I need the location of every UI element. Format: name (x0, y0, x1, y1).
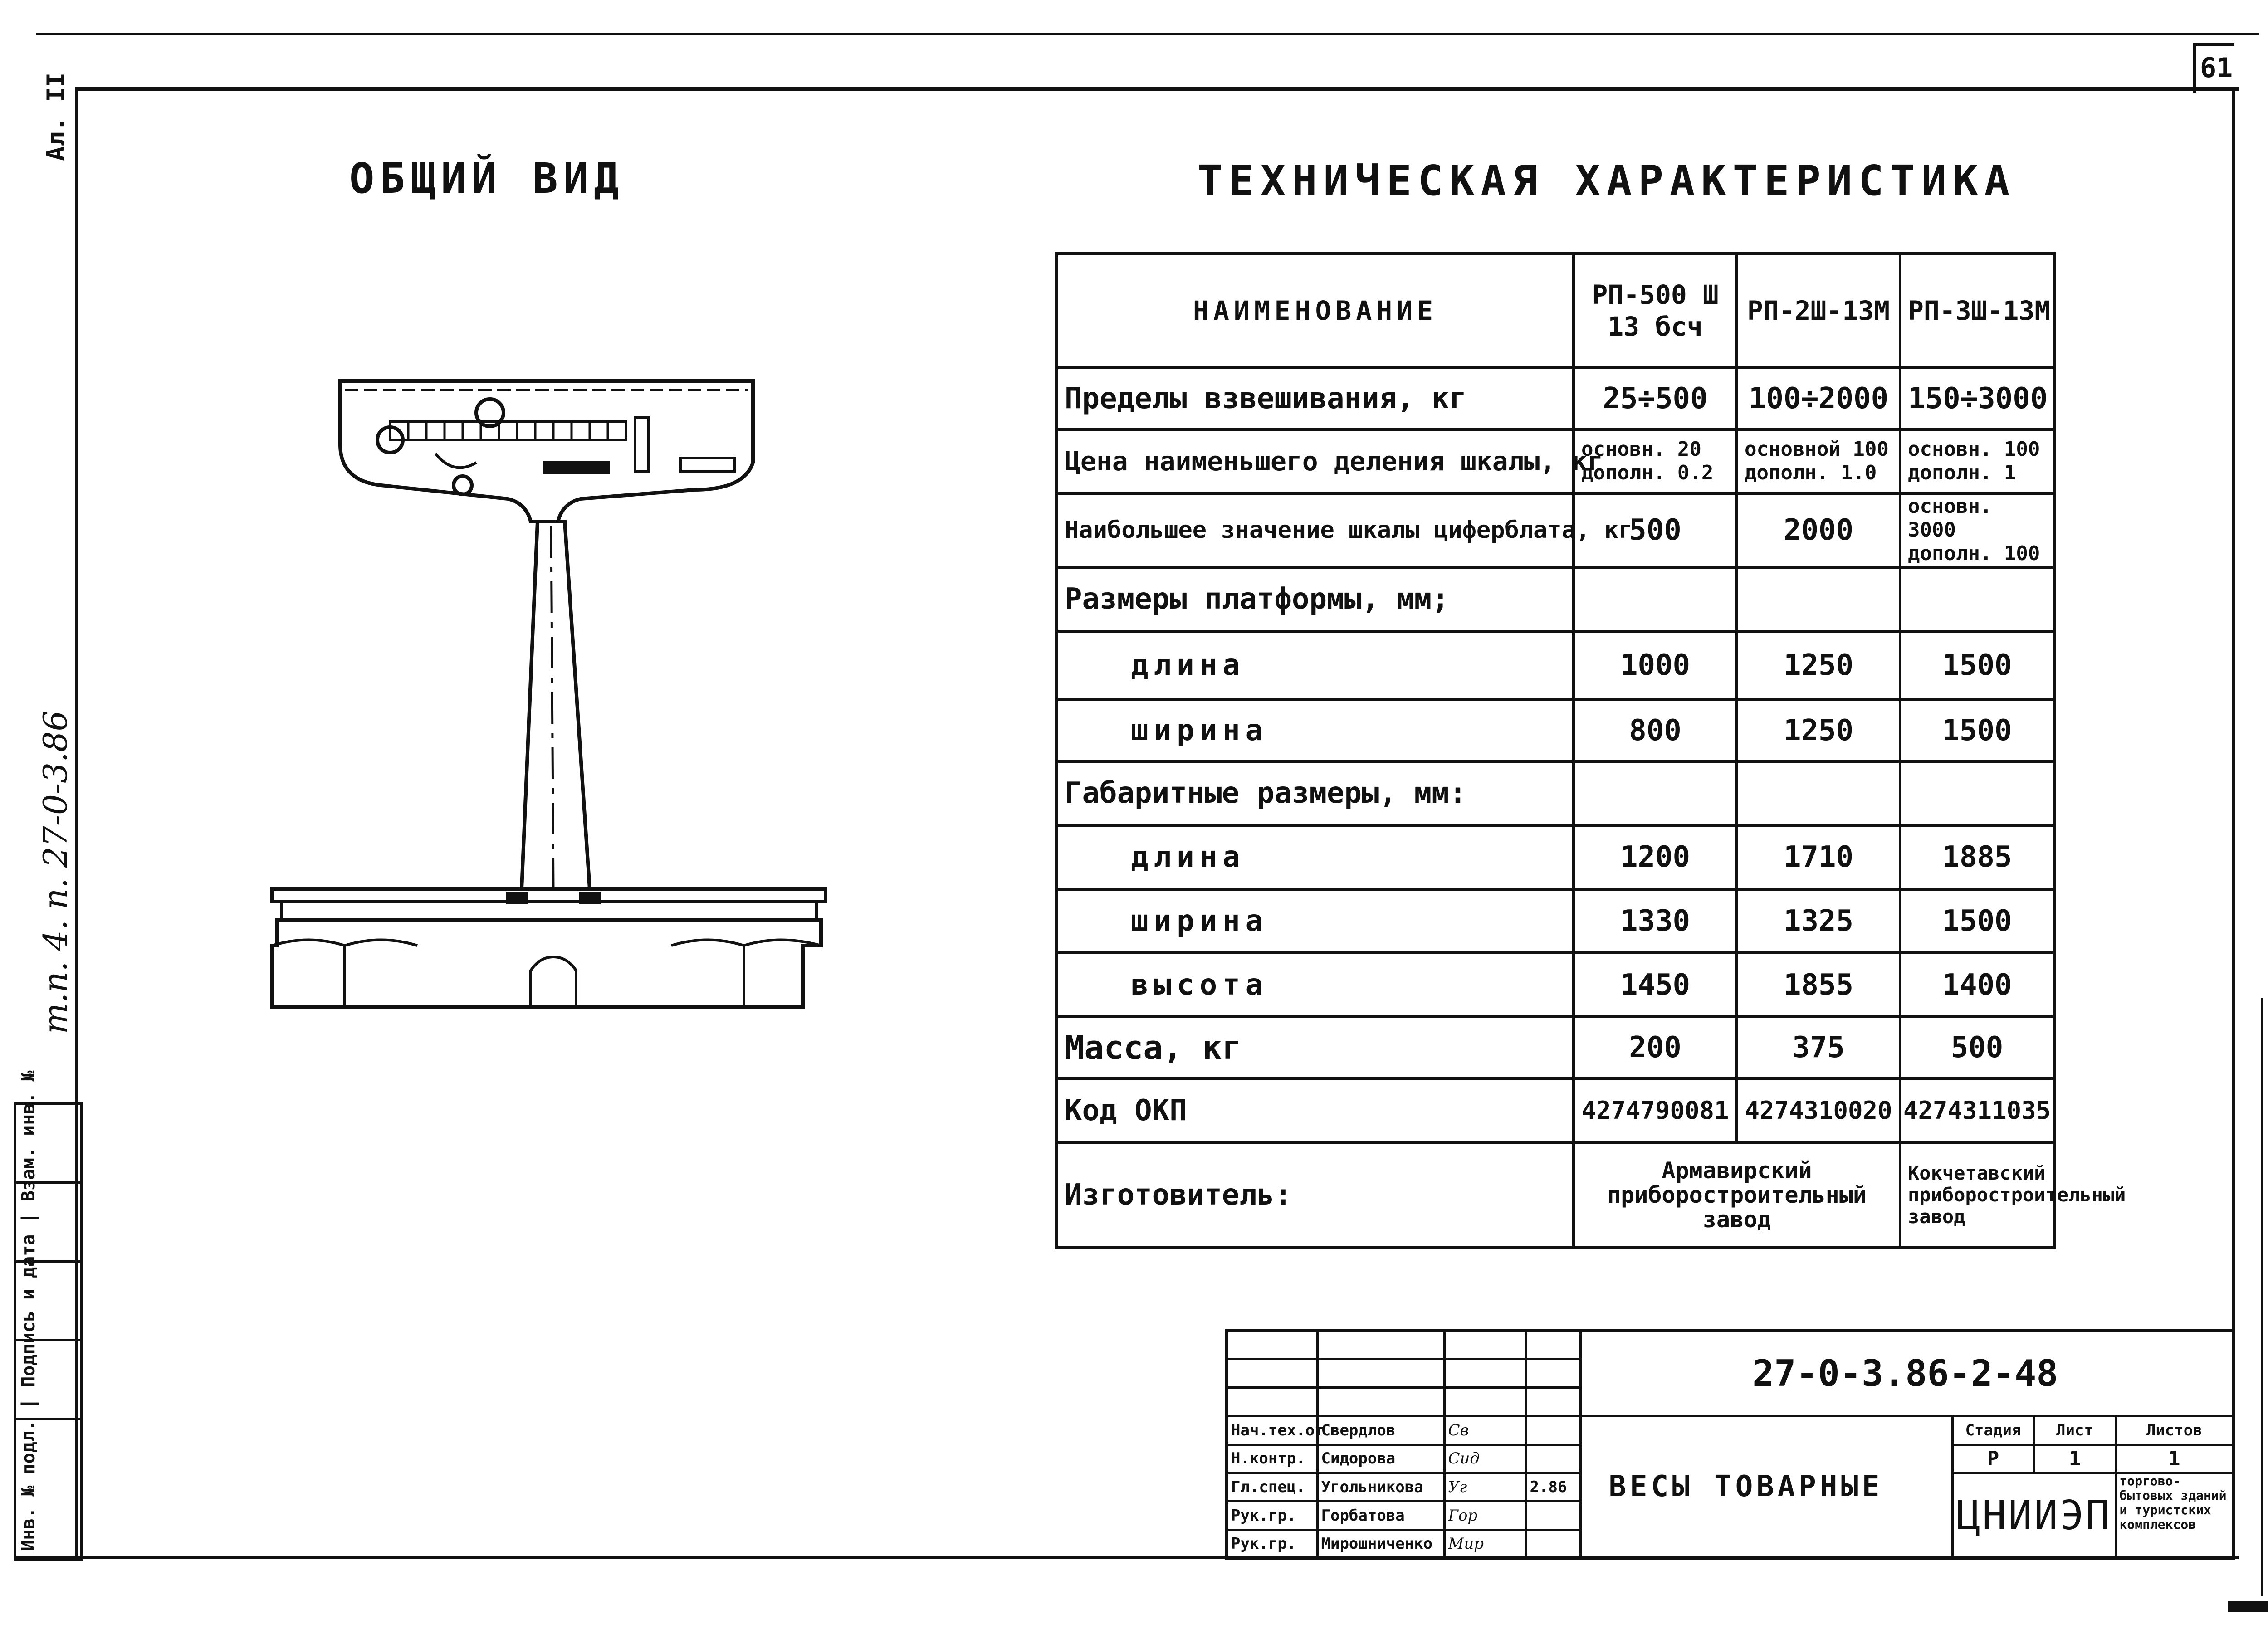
tb-empty (1227, 1388, 1317, 1416)
cell (1900, 761, 2054, 825)
maker-kokchetav: Кокчетавский приборостроительный завод (1900, 1142, 2054, 1248)
spec-head-name: НАИМЕНОВАНИЕ (1056, 254, 1574, 368)
signer-role: Рук.гр. (1227, 1502, 1317, 1530)
doc-code: 27-0-3.86-2-48 (1580, 1331, 2234, 1416)
cell (1737, 761, 1900, 825)
sheet-label: Лист (2034, 1416, 2116, 1444)
table-row (1056, 368, 2054, 429)
cell: 1710 (1737, 825, 1900, 889)
tb-empty (1317, 1359, 1444, 1388)
cell: 1500 (1900, 889, 2054, 953)
table-row (1056, 1017, 2054, 1078)
tb-empty (1444, 1331, 1526, 1359)
cell: 2000 (1737, 493, 1900, 567)
left-stamp-text: Инв. № подл. | Подпись и дата | Взам. инв. № (18, 1070, 39, 1551)
row-name: Размеры платформы, мм; (1056, 567, 1574, 631)
tb-empty (1526, 1502, 1580, 1530)
tb-empty (1526, 1444, 1580, 1473)
signer-signature: Св (1444, 1416, 1526, 1444)
cell (1574, 761, 1737, 825)
cell: 1885 (1900, 825, 2054, 889)
tb-empty (1317, 1388, 1444, 1416)
cell: основн. 20 дополн. 0.2 (1574, 429, 1737, 493)
cell: 1330 (1574, 889, 1737, 953)
page-number: 61 (2200, 52, 2233, 84)
cell: 200 (1574, 1017, 1737, 1078)
cell: 100÷2000 (1737, 368, 1900, 429)
cell: основн. 3000 дополн. 100 (1900, 493, 2054, 567)
sheets-label: Листов (2116, 1416, 2234, 1444)
sign-date: 2.86 (1526, 1473, 1580, 1502)
tb-empty (1317, 1331, 1444, 1359)
cell: 1400 (1900, 953, 2054, 1017)
cell: 150÷3000 (1900, 368, 2054, 429)
general-view-title: ОБЩИЙ ВИД (349, 154, 625, 203)
cell: 1500 (1900, 631, 2054, 700)
tb-empty (1227, 1331, 1317, 1359)
org-description: торгово-бытовых зданий и туристских комплексов (2116, 1473, 2234, 1558)
sheets-value: 1 (2116, 1444, 2234, 1473)
tb-empty (1526, 1331, 1580, 1359)
table-row (1056, 567, 2054, 631)
maker-armavir: Армавирский приборостроительный завод (1574, 1142, 1900, 1248)
scale-drawing (263, 372, 835, 1007)
maker-label: Изготовитель: (1056, 1142, 1574, 1248)
table-row (1056, 631, 2054, 700)
spec-head-model-3: РП-3Ш-13М (1900, 254, 2054, 368)
cell: 375 (1737, 1017, 1900, 1078)
top-trim-line (36, 33, 2259, 35)
title-block (1225, 1329, 2235, 1560)
signer-role: Н.контр. (1227, 1444, 1317, 1473)
table-row (1056, 429, 2054, 493)
signer-role: Гл.спец. (1227, 1473, 1317, 1502)
row-name: высота (1056, 953, 1574, 1017)
stage-label: Стадия (1952, 1416, 2034, 1444)
tb-empty (1526, 1530, 1580, 1558)
row-name: ширина (1056, 889, 1574, 953)
cell: 500 (1574, 493, 1737, 567)
tb-empty (1444, 1359, 1526, 1388)
row-name: Цена наименьшего деления шкалы, кг (1056, 429, 1574, 493)
table-row (1056, 1078, 2054, 1142)
left-handwritten-note: т.п. 4. п. 27-0-3.86 (36, 710, 74, 1034)
cell: основн. 100 дополн. 1 (1900, 429, 2054, 493)
album-label: Ал. II (42, 72, 70, 161)
table-row (1056, 1142, 2054, 1248)
cell: 1000 (1574, 631, 1737, 700)
row-name: Пределы взвешивания, кг (1056, 368, 1574, 429)
org-name: ЦНИИЭП (1952, 1473, 2116, 1558)
tb-empty (1526, 1388, 1580, 1416)
cell (1574, 567, 1737, 631)
doc-name: ВЕСЫ ТОВАРНЫЕ (1580, 1416, 1952, 1558)
tb-empty (1526, 1416, 1580, 1444)
signer-signature: Гор (1444, 1502, 1526, 1530)
signer-name: Горбатова (1317, 1502, 1444, 1530)
cell: 1250 (1737, 700, 1900, 761)
tb-empty (1444, 1388, 1526, 1416)
sheet-value: 1 (2034, 1444, 2116, 1473)
cell (1737, 567, 1900, 631)
cell: 4274790081 (1574, 1078, 1737, 1142)
cell: 1450 (1574, 953, 1737, 1017)
cell: 800 (1574, 700, 1737, 761)
right-edge-mark (2261, 998, 2263, 1596)
table-row (1056, 700, 2054, 761)
cell: 4274311035 (1900, 1078, 2054, 1142)
table-row (1056, 953, 2054, 1017)
row-name: Наибольшее значение шкалы циферблата, кг (1056, 493, 1574, 567)
frame-top (75, 87, 2239, 91)
spec-head-model-1: РП-500 Ш 13 бсч (1574, 254, 1737, 368)
row-name: Код ОКП (1056, 1078, 1574, 1142)
row-name: Масса, кг (1056, 1017, 1574, 1078)
signer-name: Сидорова (1317, 1444, 1444, 1473)
cell: 1200 (1574, 825, 1737, 889)
cell: 1250 (1737, 631, 1900, 700)
row-name: длина (1056, 825, 1574, 889)
cell (1900, 567, 2054, 631)
signer-signature: Мир (1444, 1530, 1526, 1558)
signer-name: Угольникова (1317, 1473, 1444, 1502)
tb-empty (1227, 1359, 1317, 1388)
cell: 1855 (1737, 953, 1900, 1017)
spec-title: ТЕХНИЧЕСКАЯ ХАРАКТЕРИСТИКА (1198, 156, 2016, 205)
cell: 4274310020 (1737, 1078, 1900, 1142)
signer-name: Свердлов (1317, 1416, 1444, 1444)
table-row (1056, 889, 2054, 953)
table-row (1056, 761, 2054, 825)
cell: 1325 (1737, 889, 1900, 953)
cell: 1500 (1900, 700, 2054, 761)
signer-signature: Уг (1444, 1473, 1526, 1502)
signer-name: Мирошниченко (1317, 1530, 1444, 1558)
table-row (1056, 493, 2054, 567)
bottom-right-mark (2228, 1601, 2268, 1612)
cell: 500 (1900, 1017, 2054, 1078)
spec-head-row (1056, 254, 2054, 368)
stage-value: Р (1952, 1444, 2034, 1473)
spec-head-model-2: РП-2Ш-13М (1737, 254, 1900, 368)
row-name: длина (1056, 631, 1574, 700)
signer-role: Нач.тех.от (1227, 1416, 1317, 1444)
cell: 25÷500 (1574, 368, 1737, 429)
tb-empty (1526, 1359, 1580, 1388)
signer-signature: Сид (1444, 1444, 1526, 1473)
row-name: Габаритные размеры, мм: (1056, 761, 1574, 825)
cell: основной 100 дополн. 1.0 (1737, 429, 1900, 493)
signer-role: Рук.гр. (1227, 1530, 1317, 1558)
table-row (1056, 825, 2054, 889)
spec-table (1055, 252, 2126, 1249)
row-name: ширина (1056, 700, 1574, 761)
